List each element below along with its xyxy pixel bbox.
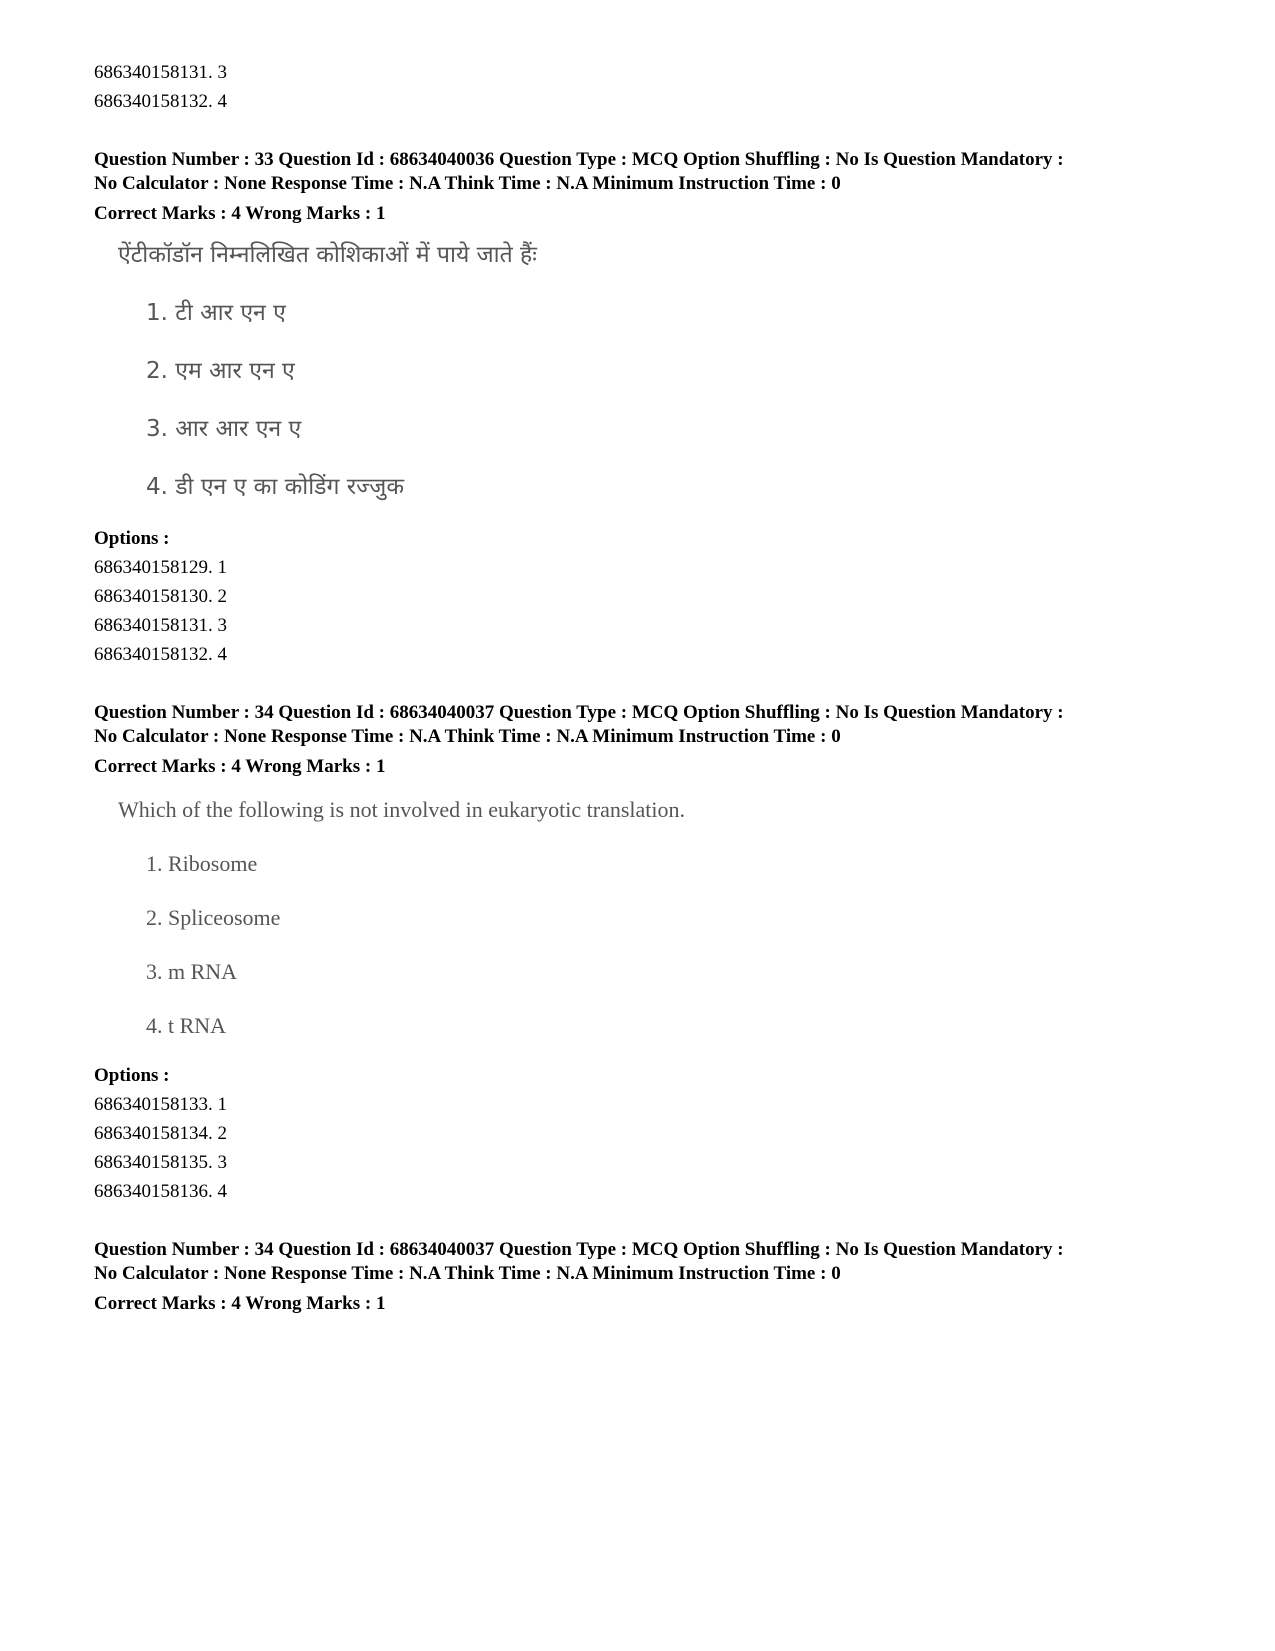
options-label: Options : bbox=[94, 528, 170, 549]
options-label: Options : bbox=[94, 1065, 170, 1086]
question-meta-line: No Calculator : None Response Time : N.A Think Time : N.A Minimum Instruction Time : 0 bbox=[94, 1263, 841, 1284]
question-choice: 4. डी एन ए का कोडिंग रज्जुक bbox=[146, 474, 405, 500]
question-meta-line: Question Number : 34 Question Id : 68634040037 Question Type : MCQ Option Shuffling : No Is Question Mandatory : bbox=[94, 1239, 1064, 1260]
option-id-line: 686340158131. 3 bbox=[94, 62, 227, 83]
question-choice: 3. m RNA bbox=[146, 959, 238, 984]
option-id-line: 686340158135. 3 bbox=[94, 1152, 227, 1173]
question-choice: 2. Spliceosome bbox=[146, 905, 281, 930]
question-marks: Correct Marks : 4 Wrong Marks : 1 bbox=[94, 756, 386, 777]
question-stem: ऐंटीकॉडॉन निम्नलिखित कोशिकाओं में पाये जाते हैंः bbox=[118, 242, 537, 268]
option-id-line: 686340158131. 3 bbox=[94, 615, 227, 636]
question-marks: Correct Marks : 4 Wrong Marks : 1 bbox=[94, 1293, 386, 1314]
question-meta-line: Question Number : 34 Question Id : 68634040037 Question Type : MCQ Option Shuffling : No Is Question Mandatory : bbox=[94, 702, 1064, 723]
question-meta-line: No Calculator : None Response Time : N.A Think Time : N.A Minimum Instruction Time : 0 bbox=[94, 173, 841, 194]
question-choice: 1. Ribosome bbox=[146, 851, 258, 876]
question-block bbox=[94, 701, 1234, 1206]
option-id-line: 686340158130. 2 bbox=[94, 586, 227, 607]
option-id-line: 686340158136. 4 bbox=[94, 1181, 227, 1202]
question-block bbox=[94, 1238, 1234, 1318]
option-id-line: 686340158133. 1 bbox=[94, 1094, 227, 1115]
document-page bbox=[94, 58, 1234, 1318]
question-choice: 4. t RNA bbox=[146, 1013, 227, 1038]
question-choice: 1. टी आर एन ए bbox=[146, 300, 286, 326]
option-id-line: 686340158132. 4 bbox=[94, 644, 227, 665]
option-id-line: 686340158132. 4 bbox=[94, 91, 227, 112]
question-meta-line: Question Number : 33 Question Id : 68634040036 Question Type : MCQ Option Shuffling : No Is Question Mandatory : bbox=[94, 149, 1064, 170]
question-choice: 3. आर आर एन ए bbox=[146, 416, 302, 442]
option-id-line: 686340158134. 2 bbox=[94, 1123, 227, 1144]
question-image bbox=[118, 240, 1234, 502]
carryover-options bbox=[94, 58, 1234, 116]
question-block bbox=[94, 148, 1234, 669]
question-choice: 2. एम आर एन ए bbox=[146, 358, 295, 384]
question-marks: Correct Marks : 4 Wrong Marks : 1 bbox=[94, 203, 386, 224]
question-stem: Which of the following is not involved in eukaryotic translation. bbox=[118, 797, 685, 822]
option-id-line: 686340158129. 1 bbox=[94, 557, 227, 578]
question-image bbox=[118, 795, 1234, 1041]
question-meta-line: No Calculator : None Response Time : N.A Think Time : N.A Minimum Instruction Time : 0 bbox=[94, 726, 841, 747]
